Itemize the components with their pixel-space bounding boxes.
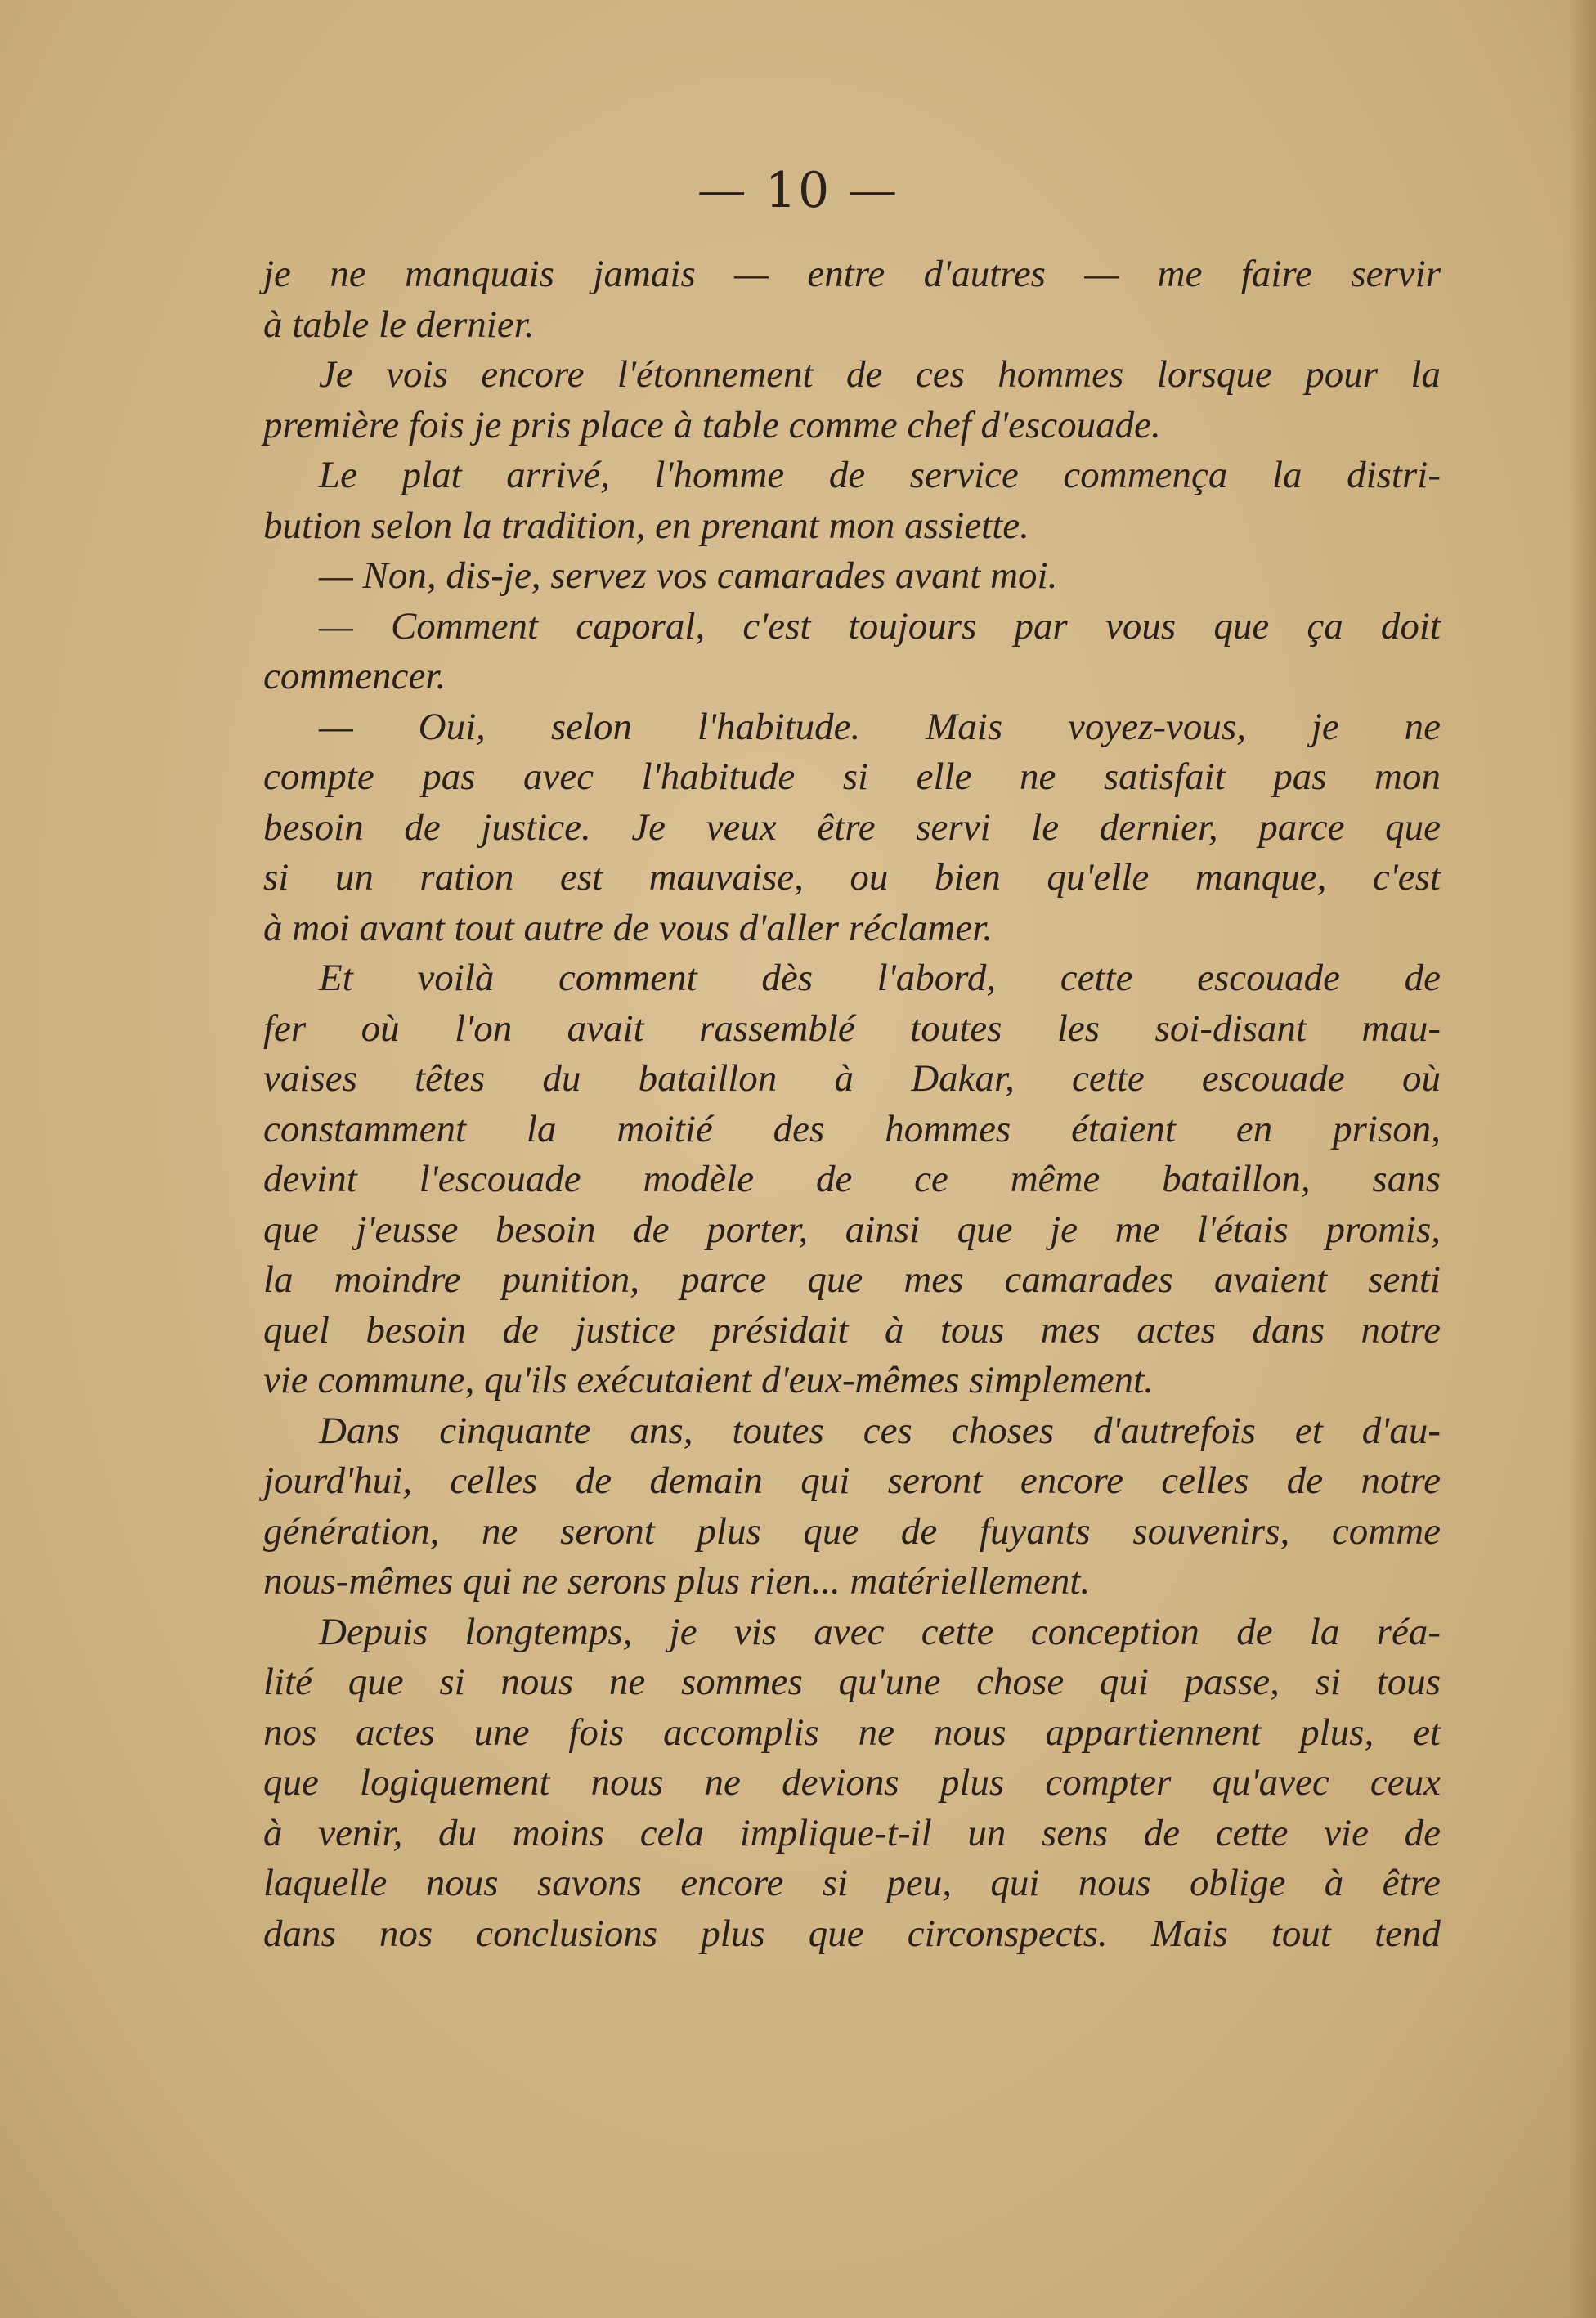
- text-line: Dans cinquante ans, toutes ces choses d'autrefois et d'au-: [319, 1409, 1441, 1452]
- text-line: la moindre punition, parce que mes camarades avaient senti: [263, 1258, 1441, 1301]
- text-line: à moi avant tout autre de vous d'aller réclamer.: [263, 906, 993, 949]
- text-line: Le plat arrivé, l'homme de service commença la distri-: [319, 454, 1441, 496]
- text-line: je ne manquais jamais — entre d'autres — me faire servir: [263, 253, 1441, 295]
- text-line: fer où l'on avait rassemblé toutes les soi-disant mau-: [263, 1007, 1441, 1050]
- text-line: que j'eusse besoin de porter, ainsi que je me l'étais promis,: [263, 1208, 1441, 1251]
- text-line: laquelle nous savons encore si peu, qui nous oblige à être: [263, 1862, 1441, 1904]
- text-line: première fois je pris place à table comme chef d'escouade.: [263, 403, 1161, 446]
- page-edge-shadow: [1568, 0, 1596, 2318]
- text-line: génération, ne seront plus que de fuyants souvenirs, comme: [263, 1509, 1441, 1553]
- text-line: vaises têtes du bataillon à Dakar, cette escouade où: [263, 1057, 1441, 1100]
- text-line: — Non, dis-je, servez vos camarades avant moi.: [319, 554, 1058, 597]
- text-line: commencer.: [263, 655, 446, 697]
- text-line: devint l'escouade modèle de ce même bataillon, sans: [263, 1158, 1441, 1200]
- text-line: — Oui, selon l'habitude. Mais voyez-vous, je ne: [319, 705, 1441, 748]
- text-line: lité que si nous ne sommes qu'une chose qui passe, si tous: [263, 1661, 1441, 1703]
- text-line: compte pas avec l'habitude si elle ne satisfait pas mon: [263, 755, 1441, 798]
- text-line: constamment la moitié des hommes étaient en prison,: [263, 1107, 1441, 1150]
- text-line: à venir, du moins cela implique-t-il un sens de cette vie de: [263, 1811, 1441, 1854]
- text-line: Je vois encore l'étonnement de ces hommes lorsque pour la: [319, 353, 1441, 396]
- text-line: Et voilà comment dès l'abord, cette escouade de: [319, 957, 1441, 999]
- text-line: quel besoin de justice présidait à tous mes actes dans notre: [263, 1308, 1441, 1352]
- body-text: [263, 249, 1441, 1959]
- text-line: — Comment caporal, c'est toujours par vous que ça doit: [319, 604, 1441, 648]
- text-line: Depuis longtemps, je vis avec cette conception de la réa-: [319, 1610, 1441, 1653]
- text-line: que logiquement nous ne devions plus compter qu'avec ceux: [263, 1761, 1441, 1804]
- page-number: — 10 —: [697, 162, 899, 219]
- text-line: dans nos conclusions plus que circonspects. Mais tout tend: [263, 1912, 1441, 1955]
- text-line: bution selon la tradition, en prenant mon assiette.: [263, 504, 1029, 547]
- text-line: jourd'hui, celles de demain qui seront encore celles de notre: [263, 1459, 1441, 1502]
- text-line: si un ration est mauvaise, ou bien qu'elle manque, c'est: [263, 856, 1441, 899]
- text-line: nous-mêmes qui ne serons plus rien... matériellement.: [263, 1560, 1091, 1603]
- text-line: vie commune, qu'ils exécutaient d'eux-mêmes simplement.: [263, 1359, 1154, 1401]
- text-line: nos actes une fois accomplis ne nous appartiennent plus, et: [263, 1710, 1441, 1754]
- text-line: à table le dernier.: [263, 303, 535, 346]
- text-line: besoin de justice. Je veux être servi le dernier, parce que: [263, 805, 1441, 849]
